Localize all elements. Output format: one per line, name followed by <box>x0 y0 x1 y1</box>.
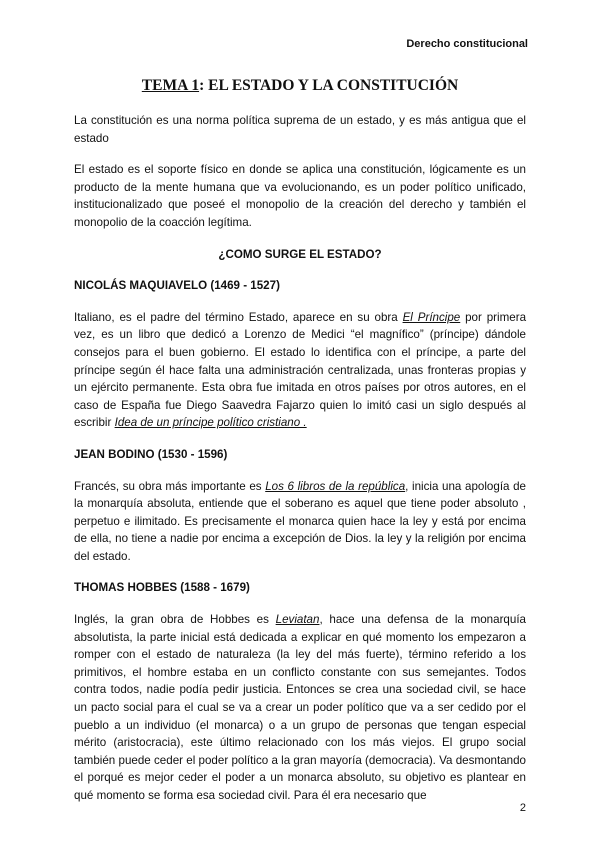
author-heading-bodino: JEAN BODINO (1530 - 1596) <box>74 447 228 461</box>
paragraph-maquiavelo <box>74 309 526 432</box>
title-rest: EL ESTADO Y LA CONSTITUCIÓN <box>204 77 459 94</box>
page-content <box>74 76 526 819</box>
paragraph-hobbes <box>74 611 526 805</box>
work-title-republica: Los 6 libros de la república <box>265 479 406 493</box>
text-segment: , inicia una apología de la monarquía absoluta, entiende que el soberano es aquel que tiene poder absoluto , perpetuo e ilimitado. Es precisamente el monarca quien hace la ley y está por encima de ella, no tiene a nadie por encima a excepción de Dios. la ley y la religión por encima del estado. <box>74 479 527 563</box>
page-number: 2 <box>519 802 526 814</box>
title-colon: : <box>199 77 205 94</box>
text-segment: por primera vez, es un libro que dedicó a Lorenzo de Medici “el magnífico” (príncipe) dándole consejos para el buen gobierno. El estado lo identifica con el príncipe, a parte del príncipe según él hace falta una administración centralizada, unas fronteras propias y un ejército permanente. Esta obra fue imitada en otros países por otros autores, en el caso de España fue Diego Saavedra Fajarzo quien lo imitó casi un siglo después al escribir <box>74 310 527 430</box>
title-prefix: TEMA 1 <box>141 77 200 94</box>
work-title-leviatan: Leviatan <box>275 613 320 627</box>
paragraph-bodino <box>74 478 526 566</box>
intro-paragraph-1: La constitución es una norma política suprema de un estado, y es más antigua que el estado <box>74 114 526 145</box>
text-segment: Italiano, es el padre del término Estado, aparece en su obra <box>74 310 403 324</box>
page-title <box>74 76 526 96</box>
text-segment: , hace una defensa de la monarquía absolutista, la parte inicial está dedicada a explicar en qué momento los empezaron a romper con el estado de naturaleza (la ley del más fuerte), término referido a los primitivos, el hombre estaba en un conflicto constante con sus semejantes. Todos contra todos, nadie podía pedir justicia. Entonces se crea una sociedad civil, se hace un pacto social para el cual se va a crear un poder político que va a ser cedido por el pueblo a un individuo (el monarca) o a un grupo de personas que tengan especial mérito (aristocracia), este último relacionado con los más viejos. El grupo social también puede ceder el poder político a la gran mayoría (democracia). Va desmontando el porqué es mejor ceder el poder a un monarca absoluto, su objetivo es plantear en qué momento se forma esa sociedad civil. Para él era necesario que <box>74 613 526 802</box>
author-heading-hobbes: THOMAS HOBBES (1588 - 1679) <box>74 581 250 595</box>
text-segment: Francés, su obra más importante es <box>74 479 266 493</box>
running-header: Derecho constitucional <box>406 38 528 50</box>
text-segment: Inglés, la gran obra de Hobbes es <box>74 613 276 627</box>
work-title-el-principe: El Príncipe <box>402 310 461 324</box>
section-heading: ¿COMO SURGE EL ESTADO? <box>218 247 382 261</box>
author-heading-maquiavelo: NICOLÁS MAQUIAVELO (1469 - 1527) <box>74 279 280 293</box>
intro-paragraph-2: El estado es el soporte físico en donde se aplica una constitución, lógicamente es un producto de la mente humana que va evolucionando, es un poder político unificado, institucionalizado que poseé el monopolio de la creación del derecho y también el monopolio de la coacción legítima. <box>74 163 526 229</box>
work-title-idea-principe: Idea de un príncipe político cristiano . <box>114 416 307 430</box>
